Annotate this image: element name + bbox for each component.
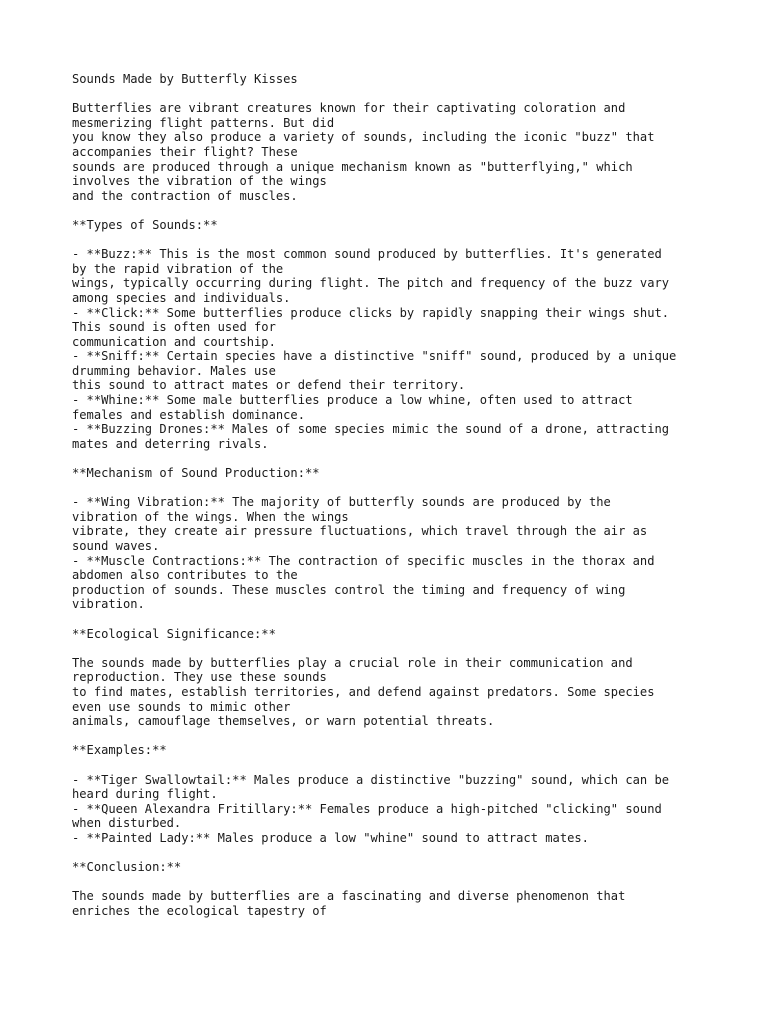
text-line: sound waves. bbox=[72, 539, 160, 553]
paragraph-gap bbox=[72, 612, 732, 627]
text-line: heard during flight. bbox=[72, 787, 218, 802]
text-line: production of sounds. These muscles control the timing and frequency of wing bbox=[72, 582, 626, 597]
text-line: to find mates, establish territories, and defend against predators. Some species bbox=[72, 684, 655, 699]
paragraph-gap bbox=[72, 87, 732, 102]
paragraph bbox=[72, 101, 732, 203]
text-line: - **Painted Lady:** Males produce a low "whine" sound to attract mates. bbox=[72, 830, 589, 845]
text-line: - **Muscle Contractions:** The contraction of specific muscles in the thorax and bbox=[72, 553, 655, 568]
text-line: communication and courtship. bbox=[72, 334, 276, 349]
text-line: when disturbed. bbox=[72, 816, 182, 831]
text-line: **Mechanism of Sound Production:** bbox=[72, 466, 320, 481]
paragraph-gap bbox=[72, 203, 732, 218]
text-line: vibrate, they create air pressure fluctuations, which travel through the air as bbox=[72, 524, 648, 539]
text-line: vibration of the wings. When the wings bbox=[72, 509, 349, 524]
text-line: - **Wing Vibration:** The majority of butterfly sounds are produced by the bbox=[72, 495, 611, 510]
text-line: vibration. bbox=[72, 597, 145, 612]
paragraph-gap bbox=[72, 451, 732, 466]
text-line: - **Click:** Some butterflies produce clicks by rapidly snapping their wings shut. bbox=[72, 305, 670, 320]
text-line: females and establish dominance. bbox=[72, 407, 305, 422]
paragraph-gap bbox=[72, 233, 732, 248]
paragraph-gap bbox=[72, 875, 732, 890]
document-body bbox=[72, 101, 732, 918]
text-line: **Ecological Significance:** bbox=[72, 626, 276, 641]
text-line: and the contraction of muscles. bbox=[72, 188, 298, 203]
text-line: reproduction. They use these sounds bbox=[72, 670, 327, 685]
text-line: involves the vibration of the wings bbox=[72, 174, 327, 189]
text-line: among species and individuals. bbox=[72, 290, 291, 305]
paragraph bbox=[72, 743, 732, 758]
text-line: you know they also produce a variety of sounds, including the iconic "buzz" that bbox=[72, 130, 655, 145]
text-line: - **Tiger Swallowtail:** Males produce a distinctive "buzzing" sound, which can be bbox=[72, 772, 670, 787]
paragraph bbox=[72, 773, 732, 846]
paragraph-gap bbox=[72, 758, 732, 773]
text-line: - **Whine:** Some male butterflies produce a low whine, often used to attract bbox=[72, 393, 633, 408]
text-line: enriches the ecological tapestry of bbox=[72, 903, 327, 918]
text-line: wings, typically occurring during flight. The pitch and frequency of the buzz vary bbox=[72, 276, 670, 291]
text-line: **Types of Sounds:** bbox=[72, 217, 218, 232]
text-line: accompanies their flight? These bbox=[72, 144, 298, 159]
paragraph bbox=[72, 860, 732, 875]
text-line: This sound is often used for bbox=[72, 320, 276, 335]
text-line: even use sounds to mimic other bbox=[72, 699, 291, 714]
text-line: sounds are produced through a unique mechanism known as "butterflying," which bbox=[72, 159, 633, 174]
text-line: drumming behavior. Males use bbox=[72, 363, 276, 378]
paragraph bbox=[72, 247, 732, 451]
text-line: by the rapid vibration of the bbox=[72, 261, 284, 276]
paragraph bbox=[72, 495, 732, 612]
paragraph bbox=[72, 627, 732, 642]
text-line: - **Queen Alexandra Fritillary:** Females produce a high-pitched "clicking" sound bbox=[72, 801, 662, 816]
text-line: - **Buzzing Drones:** Males of some species mimic the sound of a drone, attracting bbox=[72, 422, 670, 437]
text-line: - **Sniff:** Certain species have a distinctive "sniff" sound, produced by a unique bbox=[72, 349, 677, 364]
text-line: abdomen also contributes to the bbox=[72, 568, 298, 583]
paragraph bbox=[72, 656, 732, 729]
text-line: mesmerizing flight patterns. But did bbox=[72, 115, 335, 130]
paragraph-gap bbox=[72, 481, 732, 496]
text-line: The sounds made by butterflies are a fascinating and diverse phenomenon that bbox=[72, 889, 626, 904]
text-line: **Conclusion:** bbox=[72, 860, 182, 875]
paragraph-gap bbox=[72, 641, 732, 656]
paragraph bbox=[72, 466, 732, 481]
text-line: - **Buzz:** This is the most common sound produced by butterflies. It's generated bbox=[72, 247, 662, 262]
document-title: Sounds Made by Butterfly Kisses bbox=[72, 72, 298, 86]
text-line: Butterflies are vibrant creatures known for their captivating coloration and bbox=[72, 101, 626, 116]
text-line: this sound to attract mates or defend their territory. bbox=[72, 378, 466, 393]
paragraph-gap bbox=[72, 729, 732, 744]
document-page bbox=[72, 72, 732, 918]
paragraph bbox=[72, 218, 732, 233]
text-line: animals, camouflage themselves, or warn potential threats. bbox=[72, 714, 495, 729]
text-line: mates and deterring rivals. bbox=[72, 436, 269, 451]
text-line: The sounds made by butterflies play a crucial role in their communication and bbox=[72, 655, 633, 670]
text-line: **Examples:** bbox=[72, 743, 167, 758]
paragraph-gap bbox=[72, 845, 732, 860]
paragraph bbox=[72, 889, 732, 918]
